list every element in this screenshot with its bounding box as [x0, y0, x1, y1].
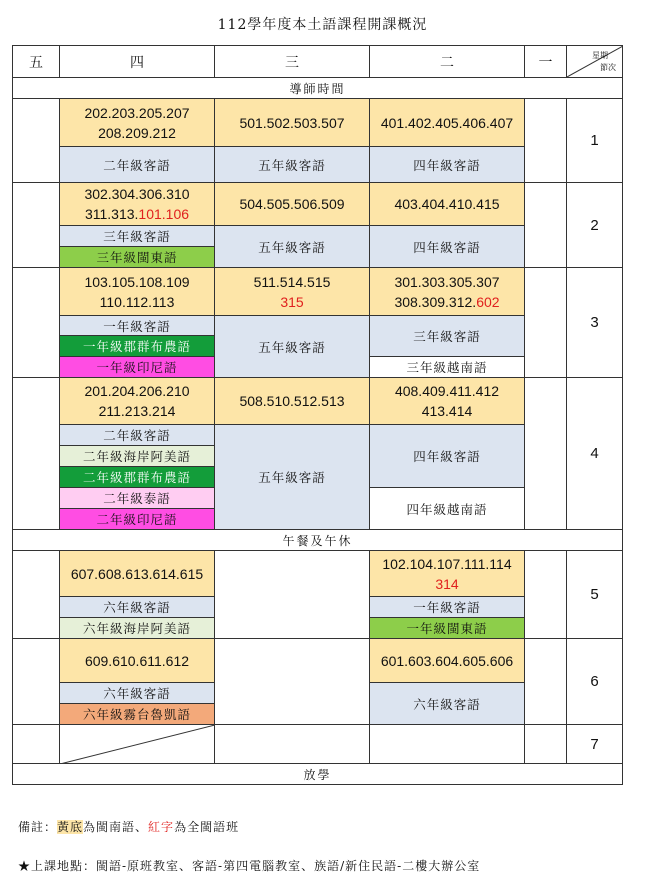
p5-tue-code: 102.104.107.111.114 314	[370, 551, 525, 597]
p4-tue-code: 408.409.411.412 413.414	[370, 378, 525, 425]
diagonal-line	[60, 725, 215, 764]
period-5: 5	[567, 551, 623, 639]
p4-thu-class-indonesian: 二年級印尼語	[60, 509, 215, 530]
p2-tue-class: 四年級客語	[370, 226, 525, 268]
p6-thu-class-hakka: 六年級客語	[60, 683, 215, 704]
corner-header	[567, 46, 623, 78]
p7-thu-empty	[60, 725, 215, 764]
remark-note: 備註：黃底為閩南語、紅字為全閩語班	[18, 820, 240, 834]
p5-thu-code: 607.608.613.614.615	[60, 551, 215, 597]
p2-wed-class: 五年級客語	[215, 226, 370, 268]
p6-thu-class-rukai: 六年級霧台魯凱語	[60, 704, 215, 725]
p1-wed-class: 五年級客語	[215, 147, 370, 183]
p4-thu-class-thai: 二年級泰語	[60, 488, 215, 509]
p4-tue-class-vietnamese: 四年級越南語	[370, 488, 525, 530]
period-4: 4	[567, 378, 623, 530]
p1-thu-code: 202.203.205.207 208.209.212	[60, 99, 215, 147]
p5-tue-class-mindong: 一年級閩東語	[370, 618, 525, 639]
schedule-table	[12, 45, 623, 785]
p4-thu-class-hakka: 二年級客語	[60, 425, 215, 446]
period-2: 2	[567, 183, 623, 268]
p1-tue-code: 401.402.405.406.407	[370, 99, 525, 147]
day-header-wed: 三	[215, 46, 370, 78]
mentor-time-bar: 導師時間	[13, 78, 623, 99]
p4-thu-class-bunun: 二年級郡群布農語	[60, 467, 215, 488]
p4-wed-class: 五年級客語	[215, 425, 370, 530]
p5-thu-class-hakka: 六年級客語	[60, 597, 215, 618]
dismissal-bar: 放學	[13, 764, 623, 785]
period-7: 7	[567, 725, 623, 764]
p3-thu-class-hakka: 一年級客語	[60, 316, 215, 336]
p6-tue-code: 601.603.604.605.606	[370, 639, 525, 683]
p3-tue-class-hakka: 三年級客語	[370, 316, 525, 357]
p3-tue-class-vietnamese: 三年級越南語	[370, 357, 525, 378]
p3-thu-class-bunun: 一年級郡群布農語	[60, 336, 215, 357]
p2-wed-code: 504.505.506.509	[215, 183, 370, 226]
p5-tue-class-hakka: 一年級客語	[370, 597, 525, 618]
remark-yellow-key: 黃底	[57, 820, 84, 834]
period-6: 6	[567, 639, 623, 725]
period-1: 1	[567, 99, 623, 183]
corner-weekday-label: 星期	[592, 51, 608, 60]
p2-tue-code: 403.404.410.415	[370, 183, 525, 226]
p4-tue-class-hakka: 四年級客語	[370, 425, 525, 488]
p3-thu-class-indonesian: 一年級印尼語	[60, 357, 215, 378]
corner-period-label: 節次	[600, 63, 616, 72]
p1-wed-code: 501.502.503.507	[215, 99, 370, 147]
p1-tue-class: 四年級客語	[370, 147, 525, 183]
p1-thu-class: 二年級客語	[60, 147, 215, 183]
p5-thu-class-amis: 六年級海岸阿美語	[60, 618, 215, 639]
p2-thu-class-hakka: 三年級客語	[60, 226, 215, 247]
p6-tue-class-hakka: 六年級客語	[370, 683, 525, 725]
p2-thu-code: 302.304.306.310 311.313.101.106	[60, 183, 215, 226]
location-note: ★上課地點：閩語-原班教室、客語-第四電腦教室、族語/新住民語-二樓大辦公室	[18, 859, 481, 873]
p4-thu-code: 201.204.206.210 211.213.214	[60, 378, 215, 425]
day-header-mon: 一	[525, 46, 567, 78]
p3-wed-class: 五年級客語	[215, 316, 370, 378]
lunch-break-bar: 午餐及午休	[13, 530, 623, 551]
p2-thu-class-mindong: 三年級閩東語	[60, 247, 215, 268]
day-header-thu: 四	[60, 46, 215, 78]
page-title: 112學年度本土語課程開課概況	[217, 17, 428, 33]
p3-wed-code: 511.514.515 315	[215, 268, 370, 316]
p6-thu-code: 609.610.611.612	[60, 639, 215, 683]
p3-tue-code: 301.303.305.307 308.309.312.602	[370, 268, 525, 316]
remark-red-key: 紅字	[148, 820, 175, 834]
period-3: 3	[567, 268, 623, 378]
p3-thu-code: 103.105.108.109 110.112.113	[60, 268, 215, 316]
p4-thu-class-amis: 二年級海岸阿美語	[60, 446, 215, 467]
day-header-tue: 二	[370, 46, 525, 78]
p4-wed-code: 508.510.512.513	[215, 378, 370, 425]
day-header-fri: 五	[13, 46, 60, 78]
